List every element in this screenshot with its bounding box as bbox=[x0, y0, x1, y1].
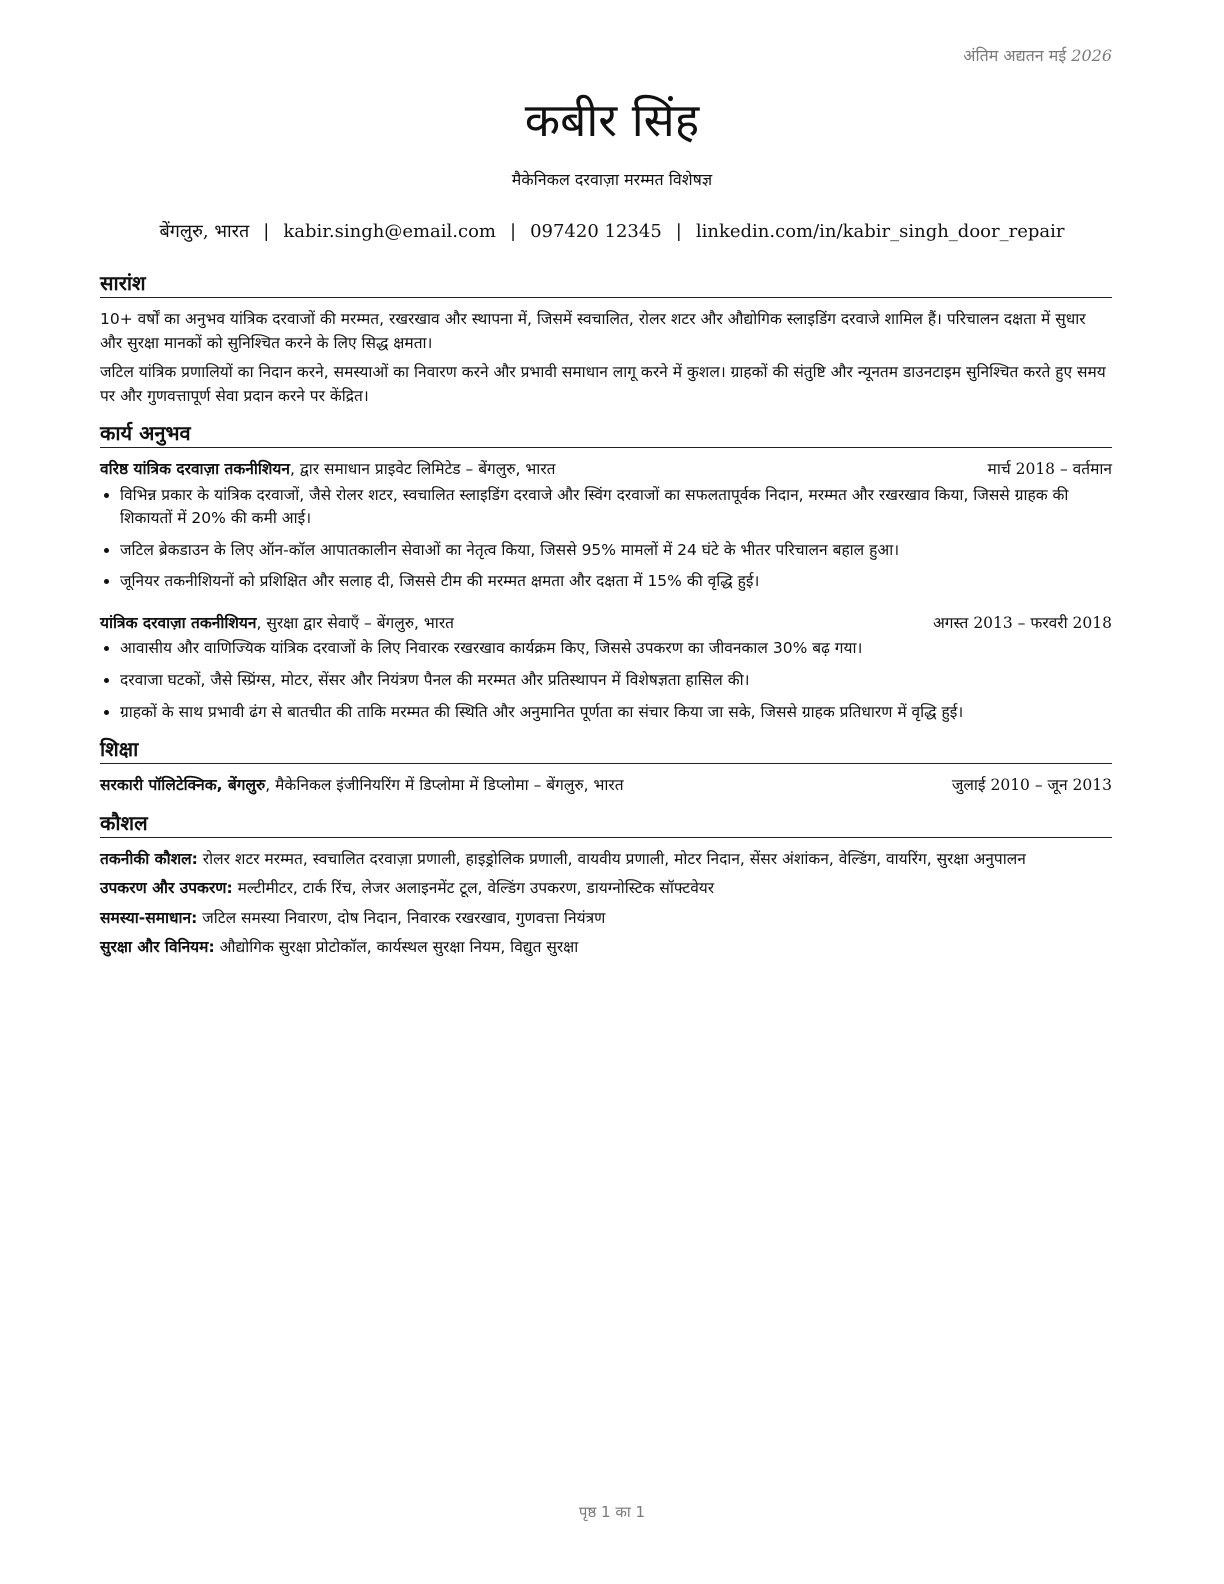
skills-heading: कौशल bbox=[100, 810, 1112, 838]
contact-linkedin[interactable]: linkedin.com/in/kabir_singh_door_repair bbox=[695, 221, 1065, 242]
skill-label: तकनीकी कौशल: bbox=[100, 849, 198, 868]
skills-section bbox=[100, 810, 1112, 960]
skill-line bbox=[100, 848, 1112, 872]
contact-separator: | bbox=[675, 221, 682, 242]
job-bullet: • जूनियर तकनीशियनों को प्रशिक्षित और सलाह दी, जिससे टीम की मरम्मत क्षमता और दक्षता में 15% की वृद्धि हुई। bbox=[120, 570, 1112, 594]
summary-paragraph: जटिल यांत्रिक प्रणालियों का निदान करने, समस्याओं का निवारण करने और प्रभावी समाधान लागू करने में कुशल। ग्राहकों की संतुष्टि और न्यूनतम डाउनटाइम सुनिश्चित करते हुए समय पर और गुणवत्तापूर्ण सेवा प्रदान करने पर केंद्रित। bbox=[100, 363, 1106, 405]
job-role bbox=[100, 458, 556, 482]
summary-paragraph: 10+ वर्षों का अनुभव यांत्रिक दरवाजों की मरम्मत, रखरखाव और स्थापना में, जिसमें स्वचालित, रोलर शटर और औद्योगिक स्लाइडिंग दरवाजे शामिल हैं। परिचालन दक्षता में सुधार और सुरक्षा मानकों को सुनिश्चित करने के लिए सिद्ध क्षमता। bbox=[100, 310, 1086, 352]
skill-line bbox=[100, 877, 1112, 901]
contact-separator: | bbox=[263, 221, 270, 242]
last-updated-year: 2026 bbox=[1071, 46, 1112, 65]
education-heading: शिक्षा bbox=[100, 736, 1112, 764]
job-header bbox=[100, 458, 1112, 482]
education-dates: जुलाई 2010 – जून 2013 bbox=[951, 776, 1112, 795]
job-bullet: • विभिन्न प्रकार के यांत्रिक दरवाजों, जैसे रोलर शटर, स्वचालित स्लाइडिंग दरवाजे और स्विंग दरवाजों का सफलतापूर्वक निदान, मरम्मत और रखरखाव किया, जिससे ग्राहक की शिकायतों में 20% की कमी आई। bbox=[120, 484, 1112, 531]
job-dates: मार्च 2018 – वर्तमान bbox=[987, 460, 1112, 479]
job-header bbox=[100, 612, 1112, 636]
candidate-title: मैकेनिकल दरवाज़ा मरम्मत विशेषज्ञ bbox=[511, 170, 713, 189]
contact-location: बेंगलुरु, भारत bbox=[159, 221, 250, 242]
skill-value: मल्टीमीटर, टार्क रिंच, लेजर अलाइनमेंट टूल, वेल्डिंग उपकरण, डायग्नोस्टिक सॉफ्टवेयर bbox=[232, 879, 715, 898]
candidate-name: कबीर सिंह bbox=[524, 93, 700, 147]
job-bullet: • दरवाजा घटकों, जैसे स्प्रिंग्स, मोटर, सेंसर और नियंत्रण पैनल की मरम्मत और प्रतिस्थापन में विशेषज्ञता हासिल की। bbox=[120, 669, 1112, 693]
job-entry bbox=[100, 612, 1112, 724]
contact-separator: | bbox=[510, 221, 517, 242]
skill-value: रोलर शटर मरम्मत, स्वचालित दरवाज़ा प्रणाली, हाइड्रोलिक प्रणाली, वायवीय प्रणाली, मोटर निदान, सेंसर अंशांकन, वेल्डिंग, वायरिंग, सुरक्षा अनुपालन bbox=[197, 849, 1026, 868]
experience-section bbox=[100, 420, 1112, 724]
last-updated bbox=[963, 44, 1112, 66]
job-title: यांत्रिक दरवाज़ा तकनीशियन bbox=[100, 613, 257, 632]
skill-value: औद्योगिक सुरक्षा प्रोटोकॉल, कार्यस्थल सुरक्षा नियम, विद्युत सुरक्षा bbox=[214, 938, 579, 957]
job-company: , सुरक्षा द्वार सेवाएँ – बेंगलुरु, भारत bbox=[256, 613, 455, 632]
skill-line bbox=[100, 936, 1112, 960]
education-role bbox=[100, 774, 624, 798]
skill-label: सुरक्षा और विनियम: bbox=[100, 938, 215, 957]
summary-heading: सारांश bbox=[100, 270, 1112, 298]
job-bullet: • आवासीय और वाणिज्यिक यांत्रिक दरवाजों के लिए निवारक रखरखाव कार्यक्रम किए, जिससे उपकरण का जीवनकाल 30% बढ़ गया। bbox=[120, 637, 1112, 661]
job-bullets bbox=[100, 637, 1112, 724]
skill-label: उपकरण और उपकरण: bbox=[100, 879, 233, 898]
education-section bbox=[100, 736, 1112, 798]
contact-phone[interactable]: 097420 12345 bbox=[530, 221, 662, 242]
page-number: पृष्ठ 1 का 1 bbox=[578, 1503, 646, 1521]
job-company: , द्वार समाधान प्राइवेट लिमिटेड – बेंगलुरु, भारत bbox=[290, 460, 556, 479]
resume-content bbox=[100, 270, 1112, 972]
job-title: वरिष्ठ यांत्रिक दरवाज़ा तकनीशियन bbox=[100, 460, 290, 479]
summary-section bbox=[100, 270, 1112, 408]
skill-line bbox=[100, 907, 1112, 931]
job-bullets bbox=[100, 484, 1112, 594]
education-details: , मैकेनिकल इंजीनियरिंग में डिप्लोमा में डिप्लोमा – बेंगलुरु, भारत bbox=[265, 776, 624, 795]
contact-email[interactable]: kabir.singh@email.com bbox=[283, 221, 496, 242]
job-role bbox=[100, 612, 454, 636]
job-bullet: • जटिल ब्रेकडाउन के लिए ऑन-कॉल आपातकालीन सेवाओं का नेतृत्व किया, जिससे 95% मामलों में 24 घंटे के भीतर परिचालन बहाल हुआ। bbox=[120, 539, 1112, 563]
skill-value: जटिल समस्या निवारण, दोष निदान, निवारक रखरखाव, गुणवत्ता नियंत्रण bbox=[197, 908, 606, 927]
education-entry bbox=[100, 774, 1112, 798]
job-bullet: • ग्राहकों के साथ प्रभावी ढंग से बातचीत की ताकि मरम्मत की स्थिति और अनुमानित पूर्णता का संचार किया जा सके, जिससे ग्राहक प्रतिधारण में वृद्धि हुई। bbox=[120, 701, 1112, 725]
education-institution: सरकारी पॉलिटेक्निक, बेंगलुरु bbox=[100, 776, 266, 795]
job-entry bbox=[100, 458, 1112, 594]
skill-label: समस्या-समाधान: bbox=[100, 908, 198, 927]
contact-line bbox=[0, 219, 1224, 243]
job-dates: अगस्त 2013 – फरवरी 2018 bbox=[932, 613, 1112, 632]
last-updated-prefix: अंतिम अद्यतन मई bbox=[963, 46, 1067, 65]
experience-heading: कार्य अनुभव bbox=[100, 420, 1112, 448]
